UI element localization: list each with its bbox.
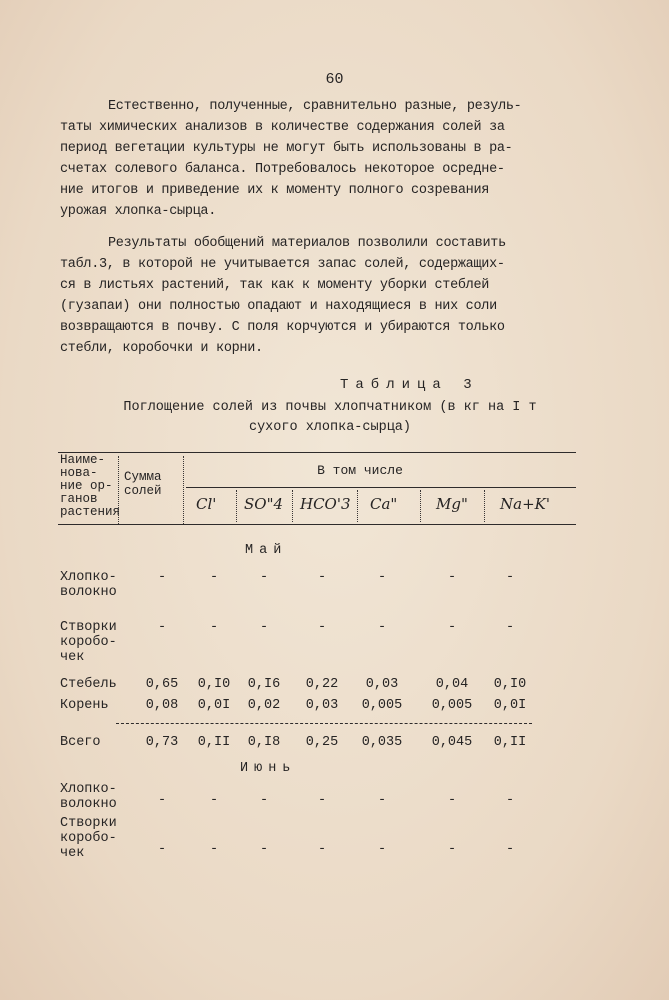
table-cell: 0,I0 xyxy=(493,677,527,692)
table-cell: - xyxy=(157,570,167,585)
table-cell: 0,005 xyxy=(431,698,473,713)
row-label: Корень xyxy=(60,698,109,713)
table-cell: 0,73 xyxy=(145,735,179,750)
table-cell: - xyxy=(209,842,219,857)
row-label-total: Всего xyxy=(60,735,101,750)
header-salt-sum: Сумма солей xyxy=(124,470,162,498)
text-line: табл.3, в которой не учитывается запас солей, содержащих- xyxy=(60,257,505,272)
table-cell: 0,0I xyxy=(197,698,231,713)
month-label-may: Май xyxy=(245,543,288,558)
row-label: Хлопко- волокно xyxy=(60,570,117,600)
table-cell: - xyxy=(157,793,167,808)
table-cell: 0,II xyxy=(197,735,231,750)
column-divider xyxy=(183,456,184,524)
table-cell: - xyxy=(505,620,515,635)
table-cell: - xyxy=(209,570,219,585)
row-label: Створки коробо- чек xyxy=(60,816,117,861)
text-line: таты химических анализов в количестве содержания солей за xyxy=(60,120,505,135)
column-divider xyxy=(236,490,237,522)
table-cell: - xyxy=(317,570,327,585)
table-cell: - xyxy=(377,570,387,585)
table-cell: - xyxy=(505,570,515,585)
table-cell: 0,005 xyxy=(361,698,403,713)
table-cell: - xyxy=(377,620,387,635)
column-divider xyxy=(420,490,421,522)
table-header-bottom-rule xyxy=(58,524,576,525)
table-cell: 0,03 xyxy=(305,698,339,713)
text-line: ние итогов и приведение их к моменту полного созревания xyxy=(60,183,490,198)
table-cell: 0,0I xyxy=(493,698,527,713)
table-cell: 0,03 xyxy=(365,677,399,692)
text-line: Естественно, полученные, сравнительно разные, резуль- xyxy=(108,99,522,114)
table-cell: - xyxy=(317,620,327,635)
table-cell: - xyxy=(157,620,167,635)
table-cell: 0,I0 xyxy=(197,677,231,692)
header-subrule xyxy=(186,487,576,488)
table-cell: - xyxy=(157,842,167,857)
table-cell: 0,I6 xyxy=(247,677,281,692)
table-cell: - xyxy=(209,793,219,808)
table-cell: - xyxy=(447,793,457,808)
table-title-line: Поглощение солей из почвы хлопчатником (в кг на I т xyxy=(123,400,537,415)
table-cell: - xyxy=(259,620,269,635)
table-cell: 0,04 xyxy=(435,677,469,692)
table-cell: - xyxy=(447,842,457,857)
table-cell: - xyxy=(505,793,515,808)
column-divider xyxy=(292,490,293,522)
ion-ca: Ca" xyxy=(370,495,398,513)
table-cell: 0,045 xyxy=(431,735,473,750)
table-cell: 0,65 xyxy=(145,677,179,692)
table-top-rule xyxy=(58,452,576,453)
table-label: Таблица 3 xyxy=(340,377,479,393)
table-cell: - xyxy=(377,793,387,808)
table-cell: - xyxy=(317,793,327,808)
ion-cl: Cl' xyxy=(196,495,217,513)
table-cell: - xyxy=(259,842,269,857)
table-cell: 0,II xyxy=(493,735,527,750)
table-title-line: сухого хлопка-сырца) xyxy=(248,420,412,435)
table-cell: 0,I8 xyxy=(247,735,281,750)
table-cell: - xyxy=(209,620,219,635)
total-separator xyxy=(116,723,532,724)
paragraph-1 xyxy=(60,96,580,222)
table-cell: - xyxy=(259,570,269,585)
table-cell: - xyxy=(447,570,457,585)
text-line: счетах солевого баланса. Потребовалось некоторое осредне- xyxy=(60,162,505,177)
header-organ-name: Наиме- нова- ние ор- ганов растения xyxy=(60,453,121,519)
text-line: ся в листьях растений, так как к моменту уборки стеблей xyxy=(60,278,490,293)
table-cell: - xyxy=(505,842,515,857)
table-cell: 0,22 xyxy=(305,677,339,692)
table-cell: - xyxy=(317,842,327,857)
text-line: стебли, коробочки и корни. xyxy=(60,341,263,356)
table-cell: - xyxy=(447,620,457,635)
paragraph-2 xyxy=(60,233,580,359)
text-line: Результаты обобщений материалов позволили составить xyxy=(108,236,506,251)
ion-mg: Mg" xyxy=(436,495,468,513)
page-number: 60 xyxy=(325,71,344,88)
table-cell: 0,02 xyxy=(247,698,281,713)
row-label: Створки коробо- чек xyxy=(60,620,117,665)
text-line: период вегетации культуры не могут быть использованы в ра- xyxy=(60,141,513,156)
table-title xyxy=(80,398,580,438)
ion-na-k: Na+K' xyxy=(500,495,550,513)
table-cell: 0,08 xyxy=(145,698,179,713)
column-divider xyxy=(484,490,485,522)
text-line: (гузапаи) они полностью опадают и находящиеся в них соли xyxy=(60,299,497,314)
month-label-june: Июнь xyxy=(240,761,297,776)
text-line: урожая хлопка-сырца. xyxy=(60,204,217,219)
ion-hco3: HCO'3 xyxy=(300,495,351,513)
table-cell: - xyxy=(377,842,387,857)
table-cell: - xyxy=(259,793,269,808)
table-cell: 0,25 xyxy=(305,735,339,750)
row-label: Стебель xyxy=(60,677,117,692)
table-cell: 0,035 xyxy=(361,735,403,750)
column-divider xyxy=(357,490,358,522)
ion-so4: SO"4 xyxy=(244,495,284,513)
text-line: возвращаются в почву. С поля корчуются и убираются только xyxy=(60,320,505,335)
header-including: В том числе xyxy=(317,463,403,478)
row-label: Хлопко- волокно xyxy=(60,782,117,812)
